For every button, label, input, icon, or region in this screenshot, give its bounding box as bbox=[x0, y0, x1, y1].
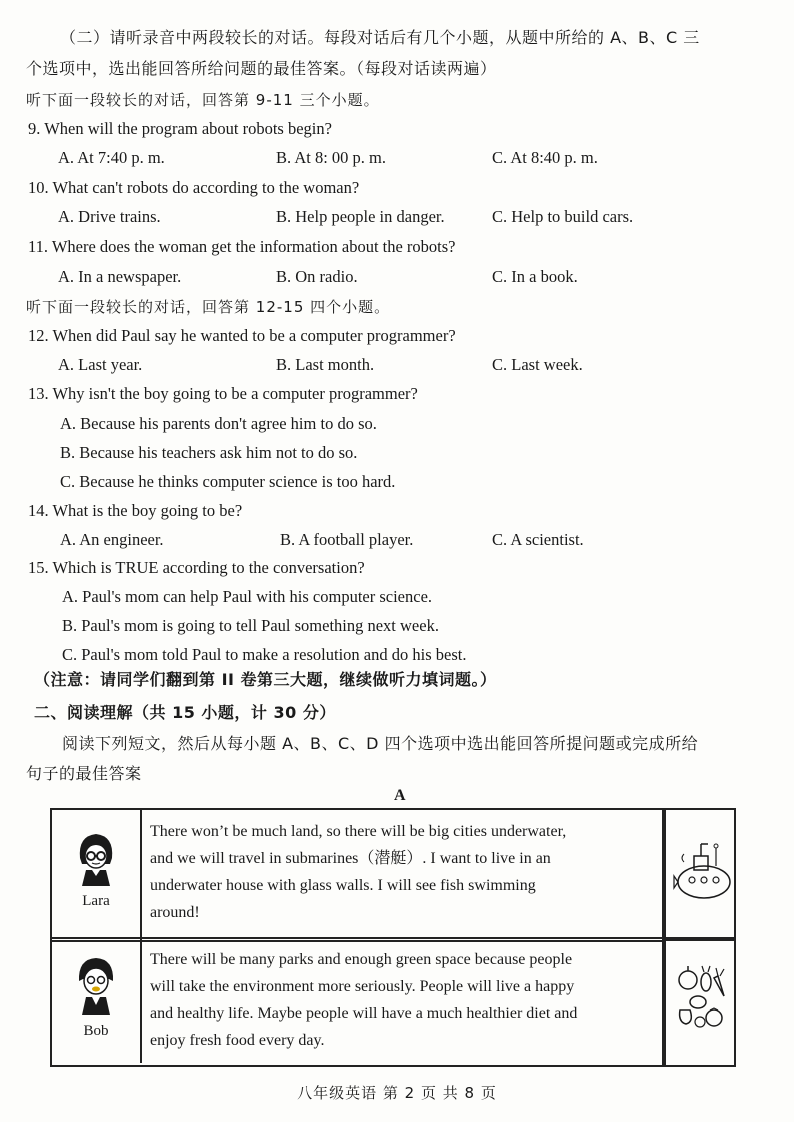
option: A. At 7:40 p. m. bbox=[58, 148, 165, 167]
question-stem: 15. Which is TRUE according to the conversation? bbox=[28, 558, 365, 577]
reading-instructions-line1: 阅读下列短文，然后从每小题 A、B、C、D 四个选项中选出能回答所提问题或完成所给 bbox=[62, 734, 699, 753]
dialog1-intro: 听下面一段较长的对话，回答第 9-11 三个小题。 bbox=[26, 91, 380, 109]
person-name: Bob bbox=[83, 1023, 109, 1039]
passage-label: A bbox=[394, 787, 406, 804]
question-stem: 11. Where does the woman get the information about the robots? bbox=[28, 237, 456, 256]
notice: （注意：请同学们翻到第 II 卷第三大题，继续做听力填词题。） bbox=[34, 670, 497, 689]
option: B. On radio. bbox=[276, 267, 358, 286]
text-line: and we will travel in submarines（潜艇）. I want to live in an bbox=[150, 850, 551, 867]
text-line: will take the environment more seriously. People will live a happy bbox=[150, 978, 575, 995]
section-intro-line2: 个选项中，选出能回答所给问题的最佳答案。（每段对话读两遍） bbox=[26, 59, 497, 78]
option: A. An engineer. bbox=[60, 530, 164, 549]
option: C. A scientist. bbox=[492, 530, 584, 549]
reading-instructions-line2: 句子的最佳答案 bbox=[26, 764, 142, 783]
page-footer: 八年级英语 第 2 页 共 8 页 bbox=[297, 1084, 497, 1102]
column-divider bbox=[140, 808, 142, 1063]
question-stem: 14. What is the boy going to be? bbox=[28, 501, 243, 520]
question-stem: 12. When did Paul say he wanted to be a computer programmer? bbox=[28, 326, 456, 345]
text-line: underwater house with glass walls. I will see fish swimming bbox=[150, 877, 536, 894]
option: B. At 8: 00 p. m. bbox=[276, 148, 387, 167]
option: A. Last year. bbox=[58, 355, 143, 374]
question-stem: 9. When will the program about robots begin? bbox=[28, 119, 332, 138]
option: A. Paul's mom can help Paul with his computer science. bbox=[62, 587, 433, 606]
option: B. Last month. bbox=[276, 355, 375, 374]
text-line: There won’t be much land, so there will be big cities underwater, bbox=[150, 823, 567, 840]
option: A. Because his parents don't agree him to do so. bbox=[60, 414, 377, 433]
option: B. Help people in danger. bbox=[276, 207, 445, 226]
option: C. Paul's mom told Paul to make a resolution and do his best. bbox=[62, 645, 467, 664]
question-stem: 10. What can't robots do according to the woman? bbox=[28, 178, 360, 197]
text-line: and healthy life. Maybe people will have a much healthier diet and bbox=[150, 1005, 578, 1022]
dialog2-intro: 听下面一段较长的对话，回答第 12-15 四个小题。 bbox=[26, 298, 391, 316]
option: A. Drive trains. bbox=[58, 207, 161, 226]
section-intro-line1: （二）请听录音中两段较长的对话。每段对话后有几个小题，从题中所给的 A、B、C 三 bbox=[60, 28, 700, 47]
submarine-icon bbox=[672, 838, 732, 904]
text-line: around! bbox=[150, 904, 200, 921]
option: C. In a book. bbox=[492, 267, 578, 286]
option: C. Last week. bbox=[492, 355, 583, 374]
option: C. At 8:40 p. m. bbox=[492, 148, 598, 167]
passage-text-lara bbox=[150, 818, 660, 926]
option: C. Because he thinks computer science is too hard. bbox=[60, 472, 396, 491]
question-stem: 13. Why isn't the boy going to be a computer programmer? bbox=[28, 384, 418, 403]
option: B. Because his teachers ask him not to do so. bbox=[60, 443, 358, 462]
person-name: Lara bbox=[82, 893, 110, 909]
option: B. Paul's mom is going to tell Paul something next week. bbox=[62, 616, 439, 635]
option: B. A football player. bbox=[280, 530, 414, 549]
lara-avatar-icon bbox=[74, 830, 118, 886]
text-line: enjoy fresh food every day. bbox=[150, 1032, 325, 1049]
reading-heading: 二、阅读理解（共 15 小题，计 30 分） bbox=[34, 703, 336, 722]
text-line: There will be many parks and enough green space because people bbox=[150, 951, 573, 968]
bob-avatar-icon bbox=[74, 955, 118, 1015]
option: A. In a newspaper. bbox=[58, 267, 182, 286]
option: C. Help to build cars. bbox=[492, 207, 634, 226]
passage-text-bob bbox=[150, 946, 660, 1054]
vegetables-icon bbox=[674, 962, 732, 1034]
